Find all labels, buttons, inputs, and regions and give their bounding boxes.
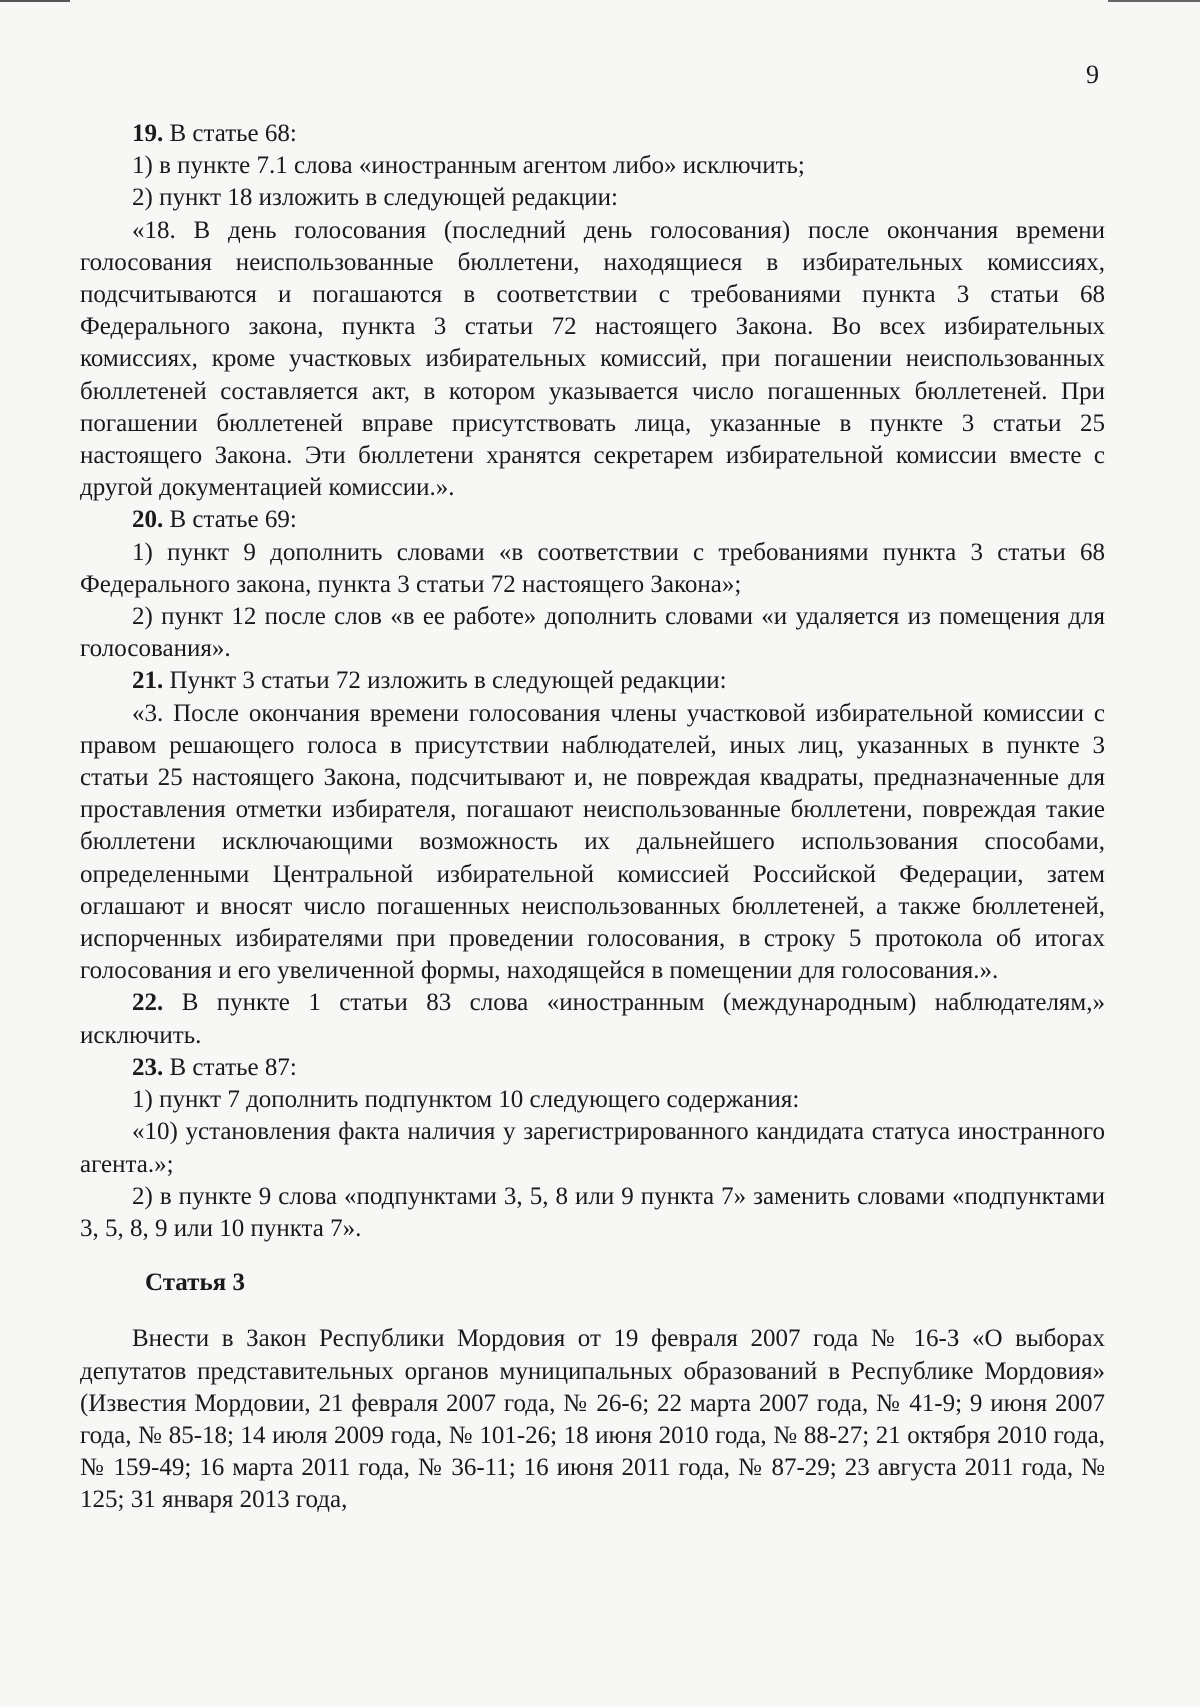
item-20-title: 20. В статье 69: <box>132 506 297 534</box>
item-21-title: 21. Пункт 3 статьи 72 изложить в следующей редакции: <box>132 667 727 695</box>
item-number: 20. <box>132 506 164 534</box>
item-number: 19. <box>132 120 164 147</box>
document-body <box>80 118 1105 1517</box>
article-3-heading: Статья 3 <box>145 1269 245 1297</box>
item-19-quote: «18. В день голосования (последний день голосования) после окончания времени голосования неиспользованные бюллетени, находящиеся в избирательных комиссиях, подсчитываются и погашаются в соответствии с требованиями пункта 3 статьи 68 Федерального закона, пункта 3 статьи 72 настоящего Закона. Во всех избирательных комиссиях, кроме участковых избирательных комиссий, при погашении неиспользованных бюллетеней составляется акт, в котором указывается число погашенных бюллетеней. При погашении бюллетеней вправе присутствовать лица, указанные в пункте 3 статьи 25 настоящего Закона. Эти бюллетени хранятся секретарем избирательной комиссии вместе с другой документацией комиссии.». <box>80 216 1105 502</box>
item-23-title: 23. В статье 87: <box>132 1053 297 1081</box>
item-number: 23. <box>132 1053 164 1081</box>
scan-edge-line <box>0 0 70 2</box>
item-19-title: 19. В статье 68: <box>132 120 297 147</box>
item-number: 22. <box>132 989 164 1017</box>
item-number: 21. <box>132 667 164 695</box>
item-23-sub-2: «10) установления факта наличия у зарегистрированного кандидата статуса иностранного агента.»; <box>80 1118 1105 1178</box>
item-21-quote: «3. После окончания времени голосования члены участковой избирательной комиссии с правом решающего голоса в присутствии наблюдателей, иных лиц, указанных в пункте 3 статьи 25 настоящего Закона, подсчитывают и, не повреждая квадраты, предназначенные для проставления отметки избирателя, погашают неиспользованные бюллетени, повреждая такие бюллетени исключающими возможность их дальнейшего использования способами, определенными Центральной избирательной комиссией Российской Федерации, затем оглашают и вносят число погашенных неиспользованных бюллетеней, а также бюллетеней, испорченных избирателями при проведении голосования, в строку 5 протокола об итогах голосования и его увеличенной формы, находящейся в помещении для голосования.». <box>80 699 1105 985</box>
item-22-text: 22. В пункте 1 статьи 83 слова «иностранным (международным) наблюдателям,» исключить. <box>80 989 1105 1049</box>
item-23-sub-3: 2) в пункте 9 слова «подпунктами 3, 5, 8 или 9 пункта 7» заменить словами «подпунктами 3, 5, 8, 9 или 10 пункта 7». <box>80 1182 1105 1242</box>
item-23-sub-1: 1) пункт 7 дополнить подпунктом 10 следующего содержания: <box>132 1086 800 1114</box>
scan-edge-line <box>1108 0 1200 2</box>
page-number: 9 <box>1086 60 1099 89</box>
article-3-text: Внести в Закон Республики Мордовия от 19 февраля 2007 года № 16-З «О выборах депутатов представительных органов муниципальных образований в Республике Мордовия» (Известия Мордовии, 21 февраля 2007 года, № 26-6; 22 марта 2007 года, № 41-9; 9 июня 2007 года, № 85-18; 14 июля 2009 года, № 101-26; 18 июня 2010 года, № 88-27; 21 октября 2010 года, № 159-49; 16 марта 2011 года, № 36-11; 16 июня 2011 года, № 87-29; 23 августа 2011 года, № 125; 31 января 2013 года, <box>80 1325 1105 1514</box>
item-20-sub-1: 1) пункт 9 дополнить словами «в соответствии с требованиями пункта 3 статьи 68 Федерального закона, пункта 3 статьи 72 настоящего Закона»; <box>80 538 1105 598</box>
item-19-sub-2: 2) пункт 18 изложить в следующей редакции: <box>132 184 618 212</box>
item-20-sub-2: 2) пункт 12 после слов «в ее работе» дополнить словами «и удаляется из помещения для голосования». <box>80 603 1105 663</box>
item-19-sub-1: 1) в пункте 7.1 слова «иностранным агентом либо» исключить; <box>132 152 805 180</box>
